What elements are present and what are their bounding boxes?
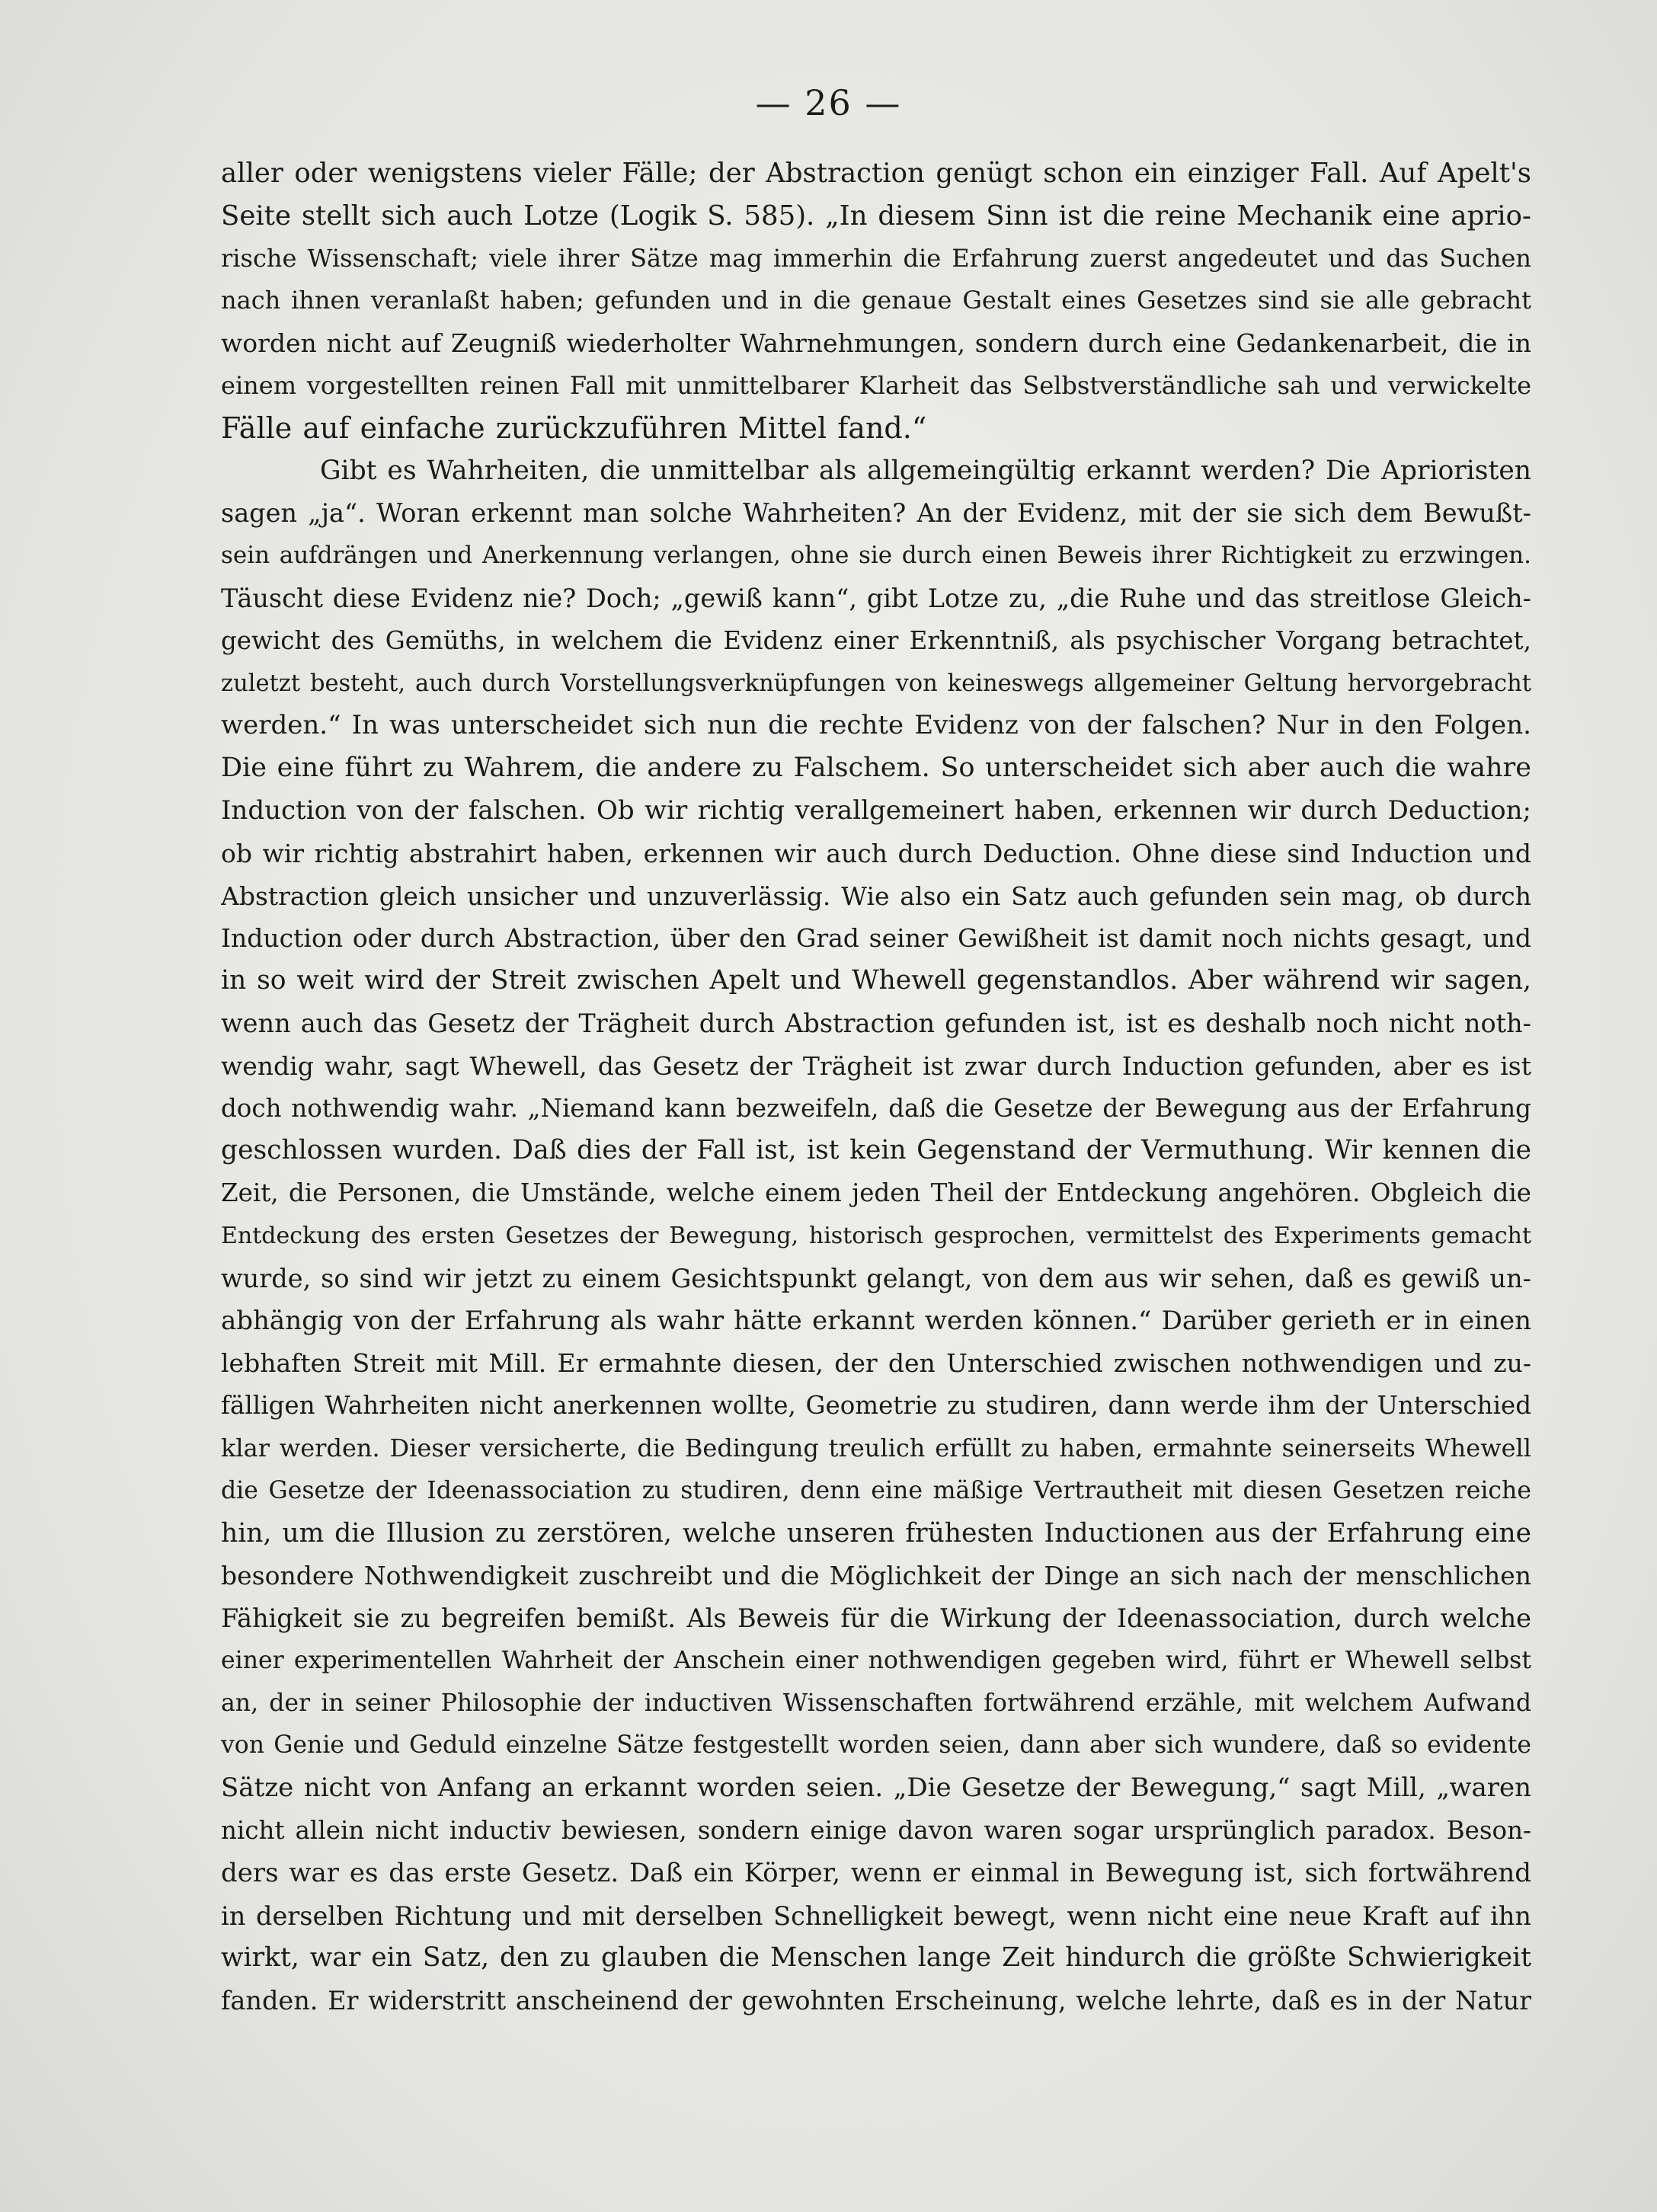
text-line: wenn auch das Gesetz der Trägheit durch Abstraction gefunden ist, ist es deshalb noch nicht noth-	[221, 1008, 1531, 1038]
text-line: einem vorgestellten reinen Fall mit unmittelbarer Klarheit das Selbstverständliche sah und verwickelte	[221, 370, 1531, 400]
text-line: Abstraction gleich unsicher und unzuverlässig. Wie also ein Satz auch gefunden sein mag, ob durch	[221, 881, 1531, 911]
paragraph-1	[221, 152, 1531, 450]
text-line: einer experimentellen Wahrheit der Anschein einer nothwendigen gegeben wird, führt er Whewell selbst	[221, 1646, 1531, 1674]
text-line: ders war es das erste Gesetz. Daß ein Körper, wenn er einmal in Bewegung ist, sich fortwährend	[221, 1857, 1531, 1888]
text-line: an, der in seiner Philosophie der inductiven Wissenschaften fortwährend erzähle, mit welchem Aufwand	[221, 1689, 1531, 1717]
text-line: zuletzt besteht, auch durch Vorstellungsverknüpfungen von keineswegs allgemeiner Geltung hervorgebracht	[221, 670, 1531, 697]
text-line: besondere Nothwendigkeit zuschreibt und die Möglichkeit der Dinge an sich nach der menschlichen	[221, 1561, 1531, 1591]
text-line: von Genie und Geduld einzelne Sätze festgestellt worden seien, dann aber sich wundere, daß so evidente	[221, 1731, 1531, 1760]
text-line: nicht allein nicht inductiv bewiesen, sondern einige davon waren sogar ursprünglich paradox. Beson-	[221, 1816, 1531, 1846]
text-line: sein aufdrängen und Anerkennung verlangen, ohne sie durch einen Beweis ihrer Richtigkeit zu erzwingen.	[221, 542, 1531, 570]
text-line: gewicht des Gemüths, in welchem die Evidenz einer Erkenntniß, als psychischer Vorgang betrachtet,	[221, 625, 1531, 655]
text-line: Die eine führt zu Wahrem, die andere zu Falschem. So unterscheidet sich aber auch die wahre	[221, 753, 1531, 784]
text-line: Fähigkeit sie zu begreifen bemißt. Als Beweis für die Wirkung der Ideenassociation, durch welche	[221, 1603, 1531, 1634]
paragraph-2	[221, 450, 1531, 2022]
text-line: worden nicht auf Zeugniß wiederholter Wahrnehmungen, sondern durch eine Gedankenarbeit, die in	[221, 328, 1531, 359]
text-line: in derselben Richtung und mit derselben Schnelligkeit bewegt, wenn nicht eine neue Kraft auf ihn	[221, 1900, 1531, 1931]
text-line: ob wir richtig abstrahirt haben, erkennen wir auch durch Deduction. Ohne diese sind Induction und	[221, 838, 1531, 868]
text-line: klar werden. Dieser versicherte, die Bedingung treulich erfüllt zu haben, ermahnte seinerseits Whewell	[221, 1433, 1531, 1462]
text-line: hin, um die Illusion zu zerstören, welche unseren frühesten Inductionen aus der Erfahrung eine	[221, 1517, 1531, 1549]
text-line: Entdeckung des ersten Gesetzes der Bewegung, historisch gesprochen, vermittelst des Experiments gemacht	[221, 1222, 1531, 1249]
text-line: die Gesetze der Ideenassociation zu studiren, denn eine mäßige Vertrautheit mit diesen Gesetzen reiche	[221, 1476, 1531, 1504]
text-line: Gibt es Wahrheiten, die unmittelbar als allgemeingültig erkannt werden? Die Aprioristen	[320, 455, 1531, 486]
text-line: lebhaften Streit mit Mill. Er ermahnte diesen, der den Unterschied zwischen nothwendigen und zu-	[221, 1348, 1531, 1379]
text-line: doch nothwendig wahr. „Niemand kann bezweifeln, daß die Gesetze der Bewegung aus der Erfahrung	[221, 1093, 1531, 1123]
text-line: in so weit wird der Streit zwischen Apelt und Whewell gegenstandlos. Aber während wir sagen,	[221, 965, 1531, 996]
text-line: rische Wissenschaft; viele ihrer Sätze mag immerhin die Erfahrung zuerst angedeutet und das Suchen	[221, 243, 1531, 273]
body-text	[221, 152, 1531, 2022]
text-line: fanden. Er widerstritt anscheinend der gewohnten Erscheinung, welche lehrte, daß es in der Natur	[221, 1986, 1531, 2016]
text-line: abhängig von der Erfahrung als wahr hätte erkannt werden können.“ Darüber gerieth er in einen	[221, 1305, 1531, 1336]
text-line: wendig wahr, sagt Whewell, das Gesetz der Trägheit ist zwar durch Induction gefunden, aber es ist	[221, 1050, 1531, 1081]
text-line: Täuscht diese Evidenz nie? Doch; „gewiß kann“, gibt Lotze zu, „die Ruhe und das streitlose Gleich-	[221, 583, 1531, 613]
text-line: geschlossen wurden. Daß dies der Fall ist, ist kein Gegenstand der Vermuthung. Wir kennen die	[221, 1135, 1531, 1166]
text-line: fälligen Wahrheiten nicht anerkennen wollte, Geometrie zu studiren, dann werde ihm der Unterschied	[221, 1391, 1531, 1421]
text-line: Seite stellt sich auch Lotze (Logik S. 585). „In diesem Sinn ist die reine Mechanik eine aprio-	[221, 200, 1531, 232]
text-line: wirkt, war ein Satz, den zu glauben die Menschen lange Zeit hindurch die größte Schwierigkeit	[221, 1942, 1531, 1974]
text-line: sagen „ja“. Woran erkennt man solche Wahrheiten? An der Evidenz, mit der sie sich dem Bewußt-	[221, 498, 1531, 529]
text-line: Induction oder durch Abstraction, über den Grad seiner Gewißheit ist damit noch nichts gesagt, und	[221, 923, 1531, 954]
text-line: aller oder wenigstens vieler Fälle; der Abstraction genügt schon ein einziger Fall. Auf Apelt's	[221, 158, 1531, 189]
page-number: — 26 —	[755, 82, 902, 123]
text-line: Sätze nicht von Anfang an erkannt worden seien. „Die Gesetze der Bewegung,“ sagt Mill, „waren	[221, 1772, 1531, 1804]
text-line: nach ihnen veranlaßt haben; gefunden und in die genaue Gestalt eines Gesetzes sind sie alle gebracht	[221, 286, 1531, 315]
text-line: Induction von der falschen. Ob wir richtig verallgemeinert haben, erkennen wir durch Deduction;	[221, 794, 1531, 826]
text-line: wurde, so sind wir jetzt zu einem Gesichtspunkt gelangt, von dem aus wir sehen, daß es gewiß un-	[221, 1263, 1531, 1293]
text-line: werden.“ In was unterscheidet sich nun die rechte Evidenz von der falschen? Nur in den Folgen.	[221, 710, 1531, 741]
text-line: Fälle auf einfache zurückzuführen Mittel fand.“	[221, 411, 927, 445]
text-line: Zeit, die Personen, die Umstände, welche einem jeden Theil der Entdeckung angehören. Obgleich die	[221, 1178, 1531, 1208]
